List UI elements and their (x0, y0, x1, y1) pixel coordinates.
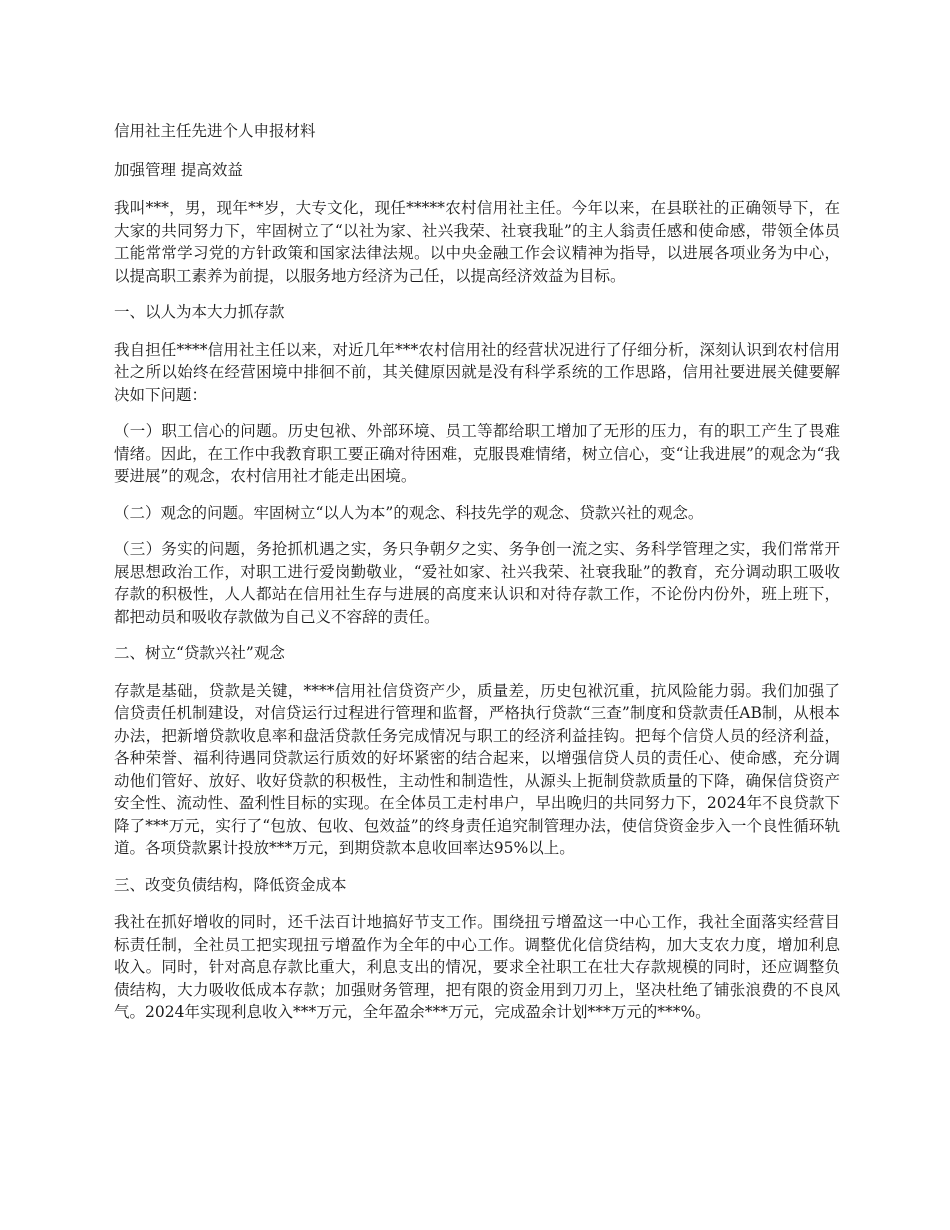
section-1-paragraph-4: （三）务实的问题，务抢抓机遇之实，务只争朝夕之实、务争创一流之实、务科学管理之实，我们常常开展思想政治工作，对职工进行爱岗勤敬业，“爱社如家、社兴我荣、社衰我耻”的教育，充分调动职工吸收存款的积极性，人人都站在信用社生存与进展的高度来认识和对待存款工作，不论份内份外，班上班下，都把动员和吸收存款做为自己义不容辞的责任。 (114, 540, 840, 626)
document-body (114, 120, 840, 1038)
intro-paragraph: 我叫***，男，现年**岁，大专文化，现任*****农村信用社主任。今年以来，在县联社的正确领导下，在大家的共同努力下，牢固树立了“以社为家、社兴我荣、社衰我耻”的主人翁责任感和使命感，带领全体员工能常常学习党的方针政策和国家法律法规。以中央金融工作会议精神为指导，以进展各项业务为中心，以提高职工素养为前提，以服务地方经济为己任，以提高经济效益为目标。 (114, 199, 840, 285)
section-2-paragraph-1: 存款是基础，贷款是关键，****信用社信贷资产少，质量差，历史包袱沉重，抗风险能力弱。我们加强了信贷责任机制建设，对信贷运行过程进行管理和监督，严格执行贷款“三查”制度和贷款责任AB制，从根本办法，把新增贷款收息率和盘活贷款任务完成情况与职工的经济利益挂钩。把每个信贷人员的经济利益，各种荣誉、福利待遇同贷款运行质效的好坏紧密的结合起来，以增强信贷人员的责任心、使命感，充分调动他们管好、放好、收好贷款的积极性，主动性和制造性，从源头上扼制贷款质量的下降，确保信贷资产安全性、流动性、盈利性目标的实现。在全体员工走村串户，早出晚归的共同努力下，2024年不良贷款下降了***万元，实行了“包放、包收、包效益”的终身责任追究制管理办法，使信贷资金步入一个良性循环轨道。各项贷款累计投放***万元，到期贷款本息收回率达95%以上。 (114, 681, 840, 857)
section-1-paragraph-2: （一）职工信心的问题。历史包袱、外部环境、员工等都给职工增加了无形的压力，有的职工产生了畏难情绪。因此，在工作中我教育职工要正确对待困难，克服畏难情绪，树立信心，变“让我进展”的观念为“我要进展”的观念，农村信用社才能走出困境。 (114, 422, 840, 485)
document-subtitle: 加强管理 提高效益 (114, 160, 243, 179)
document-title: 信用社主任先进个人申报材料 (114, 122, 316, 140)
section-1-heading: 一、以人为本大力抓存款 (114, 303, 285, 321)
section-2-heading: 二、树立“贷款兴社”观念 (114, 644, 285, 662)
section-1-paragraph-3: （二）观念的问题。牢固树立“以人为本”的观念、科技先学的观念、贷款兴社的观念。 (114, 503, 704, 522)
section-3-paragraph-1: 我社在抓好增收的同时，还千法百计地搞好节支工作。围绕扭亏增盈这一中心工作，我社全面落实经营目标责任制，全社员工把实现扭亏增盈作为全年的中心工作。调整优化信贷结构，加大支农力度，增加利息收入。同时，针对高息存款比重大，利息支出的情况，要求全社职工在壮大存款规模的同时，还应调整负债结构，大力吸收低成本存款；加强财务管理，把有限的资金用到刀刃上，坚决杜绝了铺张浪费的不良风气。2024年实现利息收入***万元，全年盈余***万元，完成盈余计划***万元的***%。 (114, 913, 840, 1021)
section-3-heading: 三、改变负债结构，降低资金成本 (114, 875, 347, 894)
section-1-paragraph-1: 我自担任****信用社主任以来，对近几年***农村信用社的经营状况进行了仔细分析，深刻认识到农村信用社之所以始终在经营困境中排徊不前，其关健原因就是没有科学系统的工作思路，信用社要进展关健要解决如下问题： (114, 340, 840, 404)
